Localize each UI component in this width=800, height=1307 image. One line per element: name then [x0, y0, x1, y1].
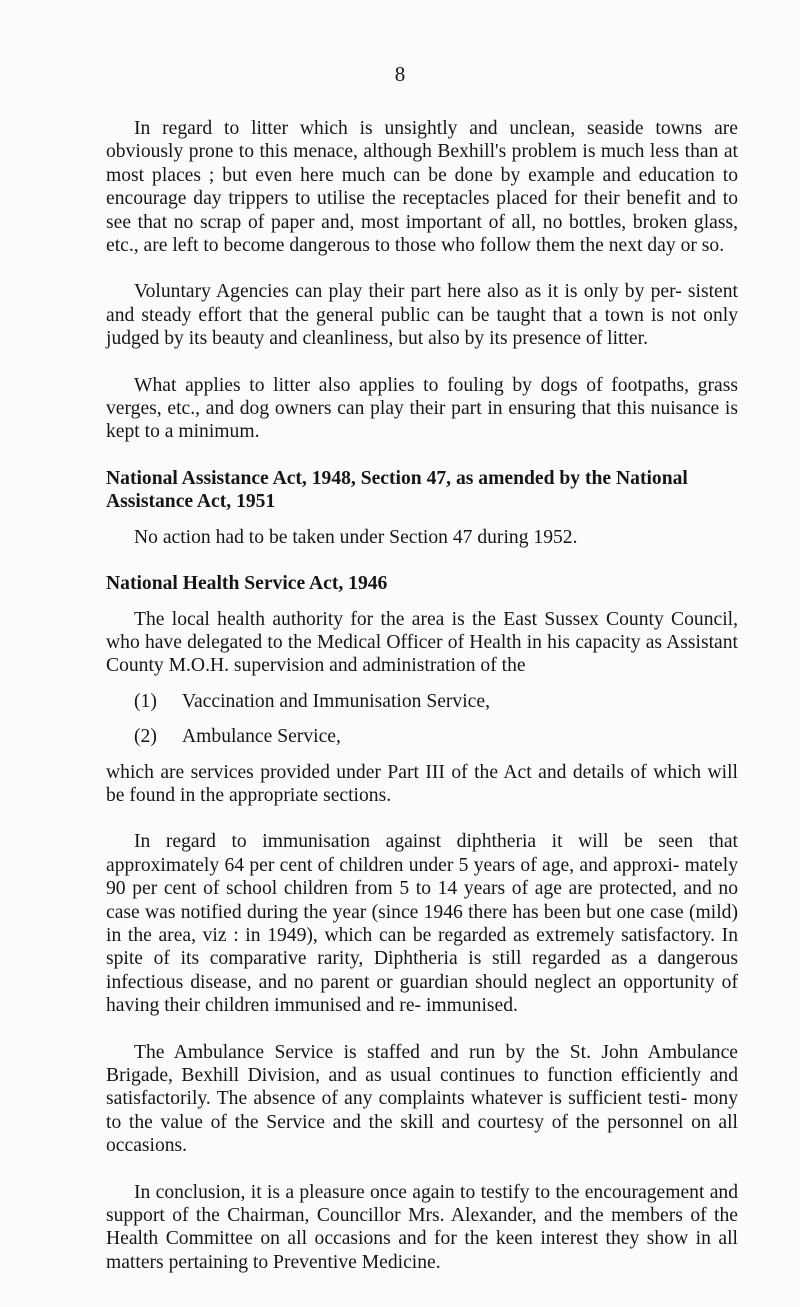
list-number: (1) [134, 690, 157, 712]
page-content [106, 117, 738, 1274]
list-item-vaccination [106, 690, 738, 713]
list-text: Vaccination and Immunisation Service, [182, 690, 490, 712]
paragraph-local-health-authority: The local health authority for the area is the East Sussex County Council, who have delegated to the Medical Officer of Health in his capacity as Assistant County M.O.H. supervision and administration of the [106, 608, 738, 677]
heading-national-health-service-act: National Health Service Act, 1946 [106, 573, 388, 595]
paragraph-dog-fouling: What applies to litter also applies to fouling by dogs of footpaths, grass verges, etc., and dog owners can play their part in ensuring that this nuisance is kept to a minimum. [106, 374, 738, 443]
list-text: Ambulance Service, [182, 726, 341, 748]
paragraph-ambulance-service: The Ambulance Service is staffed and run by the St. John Ambulance Brigade, Bexhill Division, and as usual continues to function efficiently and satisfactorily. The absence of any complaints whatever is sufficient testi- mony to the value of the Service and the skill and courtesy of the personnel on all occasions. [106, 1041, 738, 1157]
heading-national-assistance-act: National Assistance Act, 1948, Section 47, as amended by the National Assistance Act, 1951 [106, 467, 688, 513]
list-number: (2) [134, 726, 157, 748]
paragraph-litter: In regard to litter which is unsightly and unclean, seaside towns are obviously prone to this menace, although Bexhill's problem is much less than at most places ; but even here much can be done by example and education to encourage day trippers to utilise the receptacles placed for their benefit and to see that no scrap of paper and, most important of all, no bottles, broken glass, etc., are left to become dangerous to those who follow them the next day or so. [106, 118, 738, 257]
paragraph-immunisation: In regard to immunisation against diphtheria it will be seen that approximately 64 per cent of children under 5 years of age, and approxi- mately 90 per cent of school children from 5 to 14 years of age are protected, and no case was notified during the year (since 1946 there has been but one case (mild) in the area, viz : in 1949), which can be regarded as extremely satisfactory. In spite of its comparative rarity, Diphtheria is still regarded as a dangerous infectious disease, and no parent or guardian should neglect an opportunity of having their children immunised and re- immunised. [106, 831, 738, 1017]
paragraph-services-provided: which are services provided under Part III of the Act and details of which will be found in the appropriate sections. [106, 761, 738, 806]
paragraph-voluntary-agencies: Voluntary Agencies can play their part here also as it is only by per- sistent and steady effort that the general public can be taught that a town is not only judged by its beauty and cleanliness, but also by its presence of litter. [106, 281, 738, 350]
page-number: 8 [394, 62, 406, 86]
paragraph-section-47: No action had to be taken under Section 47 during 1952. [134, 526, 578, 548]
paragraph-conclusion: In conclusion, it is a pleasure once again to testify to the encouragement and support of the Chairman, Councillor Mrs. Alexander, and the members of the Health Committee on all occasions and for the keen interest they show in all matters pertaining to Preventive Medicine. [106, 1181, 738, 1273]
list-item-ambulance [106, 725, 738, 748]
